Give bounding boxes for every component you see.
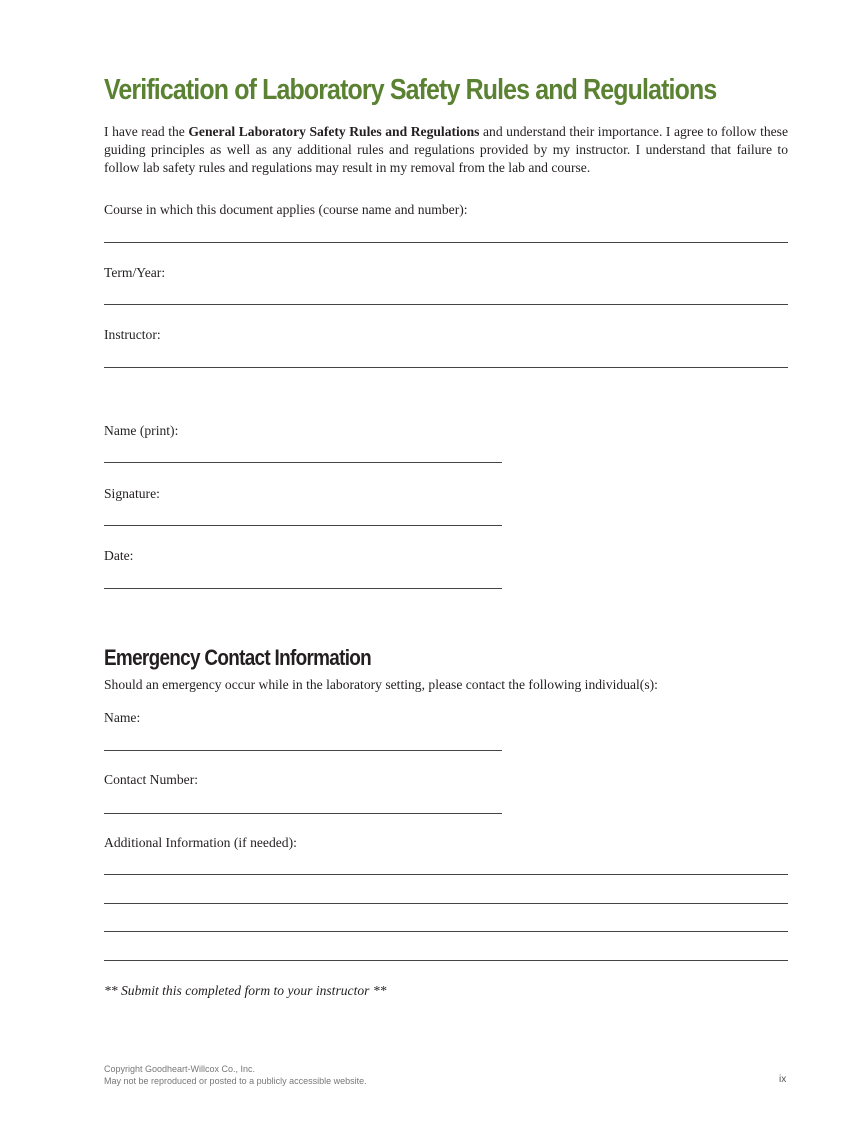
page-title: Verification of Laboratory Safety Rules and Regulations [104,74,717,106]
intro-text: I have read the [104,124,189,139]
date-input-line[interactable] [104,588,502,589]
emergency-name-label: Name: [104,710,141,725]
intro-bold: General Laboratory Safety Rules and Regulations [188,124,480,139]
name-label: Name (print): [104,423,179,438]
intro-text-end: and understand their importance. I agree to follow these guiding principles as well as any additional rules and regulations provided by my instructor. I understand that failure to follow lab safety rules and regulations may result in my removal from the lab and course. [104,124,789,175]
contact-number-label: Contact Number: [104,772,199,787]
intro-paragraph [104,123,788,177]
signature-label: Signature: [104,486,160,501]
contact-number-input-line[interactable] [104,813,502,814]
instructor-input-line[interactable] [104,367,788,368]
additional-info-line-2[interactable] [104,903,788,904]
instructor-label: Instructor: [104,327,161,342]
page-number: ix [779,1074,787,1085]
additional-info-line-1[interactable] [104,874,788,875]
course-input-line[interactable] [104,242,788,243]
emergency-name-input-line[interactable] [104,750,502,751]
submit-note: ** Submit this completed form to your instructor ** [104,983,387,998]
date-label: Date: [104,548,134,563]
emergency-heading: Emergency Contact Information [104,645,372,670]
copyright-text: Copyright Goodheart-Willcox Co., Inc. [104,1064,256,1074]
term-input-line[interactable] [104,304,788,305]
reproduction-notice: May not be reproduced or posted to a publicly accessible website. [104,1076,367,1086]
additional-info-line-3[interactable] [104,931,788,932]
signature-input-line[interactable] [104,525,502,526]
course-label: Course in which this document applies (course name and number): [104,202,468,217]
term-label: Term/Year: [104,265,166,280]
additional-info-label: Additional Information (if needed): [104,835,297,850]
additional-info-line-4[interactable] [104,960,788,961]
name-input-line[interactable] [104,462,502,463]
emergency-subtext: Should an emergency occur while in the laboratory setting, please contact the following individual(s): [104,677,658,692]
